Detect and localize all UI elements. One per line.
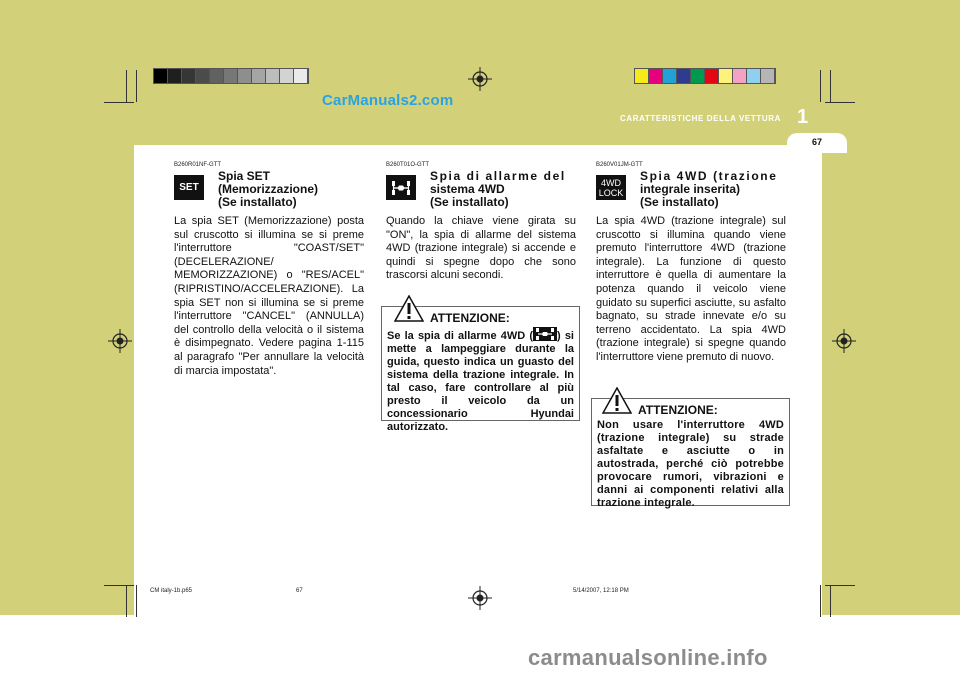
color-swatch <box>733 69 747 83</box>
registration-target-icon <box>468 67 492 91</box>
color-swatch <box>677 69 691 83</box>
gray-swatch <box>294 69 308 83</box>
color-swatch <box>663 69 677 83</box>
gray-swatch <box>168 69 182 83</box>
warning-triangle-icon <box>602 387 632 414</box>
warning-box-4wd-lock <box>591 398 790 509</box>
gray-swatch <box>280 69 294 83</box>
section-title: Spia di allarme del sistema 4WD (Se installato) <box>430 169 566 209</box>
set-indicator-icon: SET <box>174 175 204 200</box>
crop-mark <box>104 585 134 586</box>
section-title: Spia 4WD (trazione integrale inserita) (Se installato) <box>640 169 778 209</box>
warning-box-4wd-system <box>381 306 580 433</box>
page-bottom <box>0 615 960 678</box>
crop-mark <box>136 585 137 617</box>
chapter-number: 1 <box>797 106 809 128</box>
gray-swatch <box>238 69 252 83</box>
section-body: Quando la chiave viene girata su "ON", la spia di allarme del sistema 4WD (trazione integrale) si accende e quindi si spegne dopo che sono trascorsi alcuni secondi. <box>386 215 576 282</box>
section-set-indicator <box>174 162 364 378</box>
crop-mark <box>825 585 855 586</box>
warning-title: ATTENZIONE: <box>638 403 718 417</box>
crop-mark <box>126 585 127 617</box>
color-swatch <box>761 69 775 83</box>
section-title: Spia SET (Memorizzazione) (Se installato) <box>218 169 319 209</box>
registration-target-icon <box>108 329 132 353</box>
crop-mark <box>820 70 821 102</box>
footer-file-name: CM italy-1b.p65 <box>150 588 193 594</box>
gray-swatch <box>266 69 280 83</box>
gray-swatch <box>196 69 210 83</box>
color-swatch <box>705 69 719 83</box>
section-code: B260T01O-GTT <box>386 162 430 168</box>
color-calibration-strip <box>634 68 776 84</box>
color-swatch <box>635 69 649 83</box>
color-swatch <box>649 69 663 83</box>
registration-target-icon <box>468 586 492 610</box>
4wd-lock-icon: 4WD LOCK <box>596 175 626 200</box>
chapter-title: CARATTERISTICHE DELLA VETTURA <box>620 114 781 123</box>
color-swatch <box>691 69 705 83</box>
crop-mark <box>830 70 831 102</box>
gray-swatch <box>224 69 238 83</box>
watermark-top[interactable]: CarManuals2.com <box>322 92 454 109</box>
footer-page: 67 <box>296 588 303 594</box>
section-code: B260V01JM-GTT <box>596 162 643 168</box>
warning-text: Se la spia di allarme 4WD ( ) si mette a lampeggiare durante la guida, questo indica un guasto del sistema della trazione integrale. In tal caso, fare controllare al più presto il veicolo da un concessionario Hyundai autorizzato. <box>387 327 574 434</box>
gray-swatch <box>154 69 168 83</box>
warning-triangle-icon <box>394 295 424 322</box>
crop-mark <box>136 70 137 102</box>
gray-swatch <box>182 69 196 83</box>
watermark-bottom[interactable]: carmanualsonline.info <box>528 645 768 670</box>
gray-swatch <box>210 69 224 83</box>
crop-mark <box>830 585 831 617</box>
warning-text: Non usare l'interruttore 4WD (trazione integrale) su strade asfaltate e asciutte o in autostrada, perché ciò potrebbe provocare rumori, vibrazioni e danni ai componenti relativi alla trazione integrale. <box>597 419 784 509</box>
color-swatch <box>719 69 733 83</box>
page-number-tab: 67 <box>787 133 847 153</box>
section-4wd-lock <box>596 162 786 365</box>
crop-mark <box>104 102 134 103</box>
gray-swatch <box>252 69 266 83</box>
footer-timestamp: 5/14/2007, 12:18 PM <box>573 588 629 594</box>
color-swatch <box>747 69 761 83</box>
4wd-system-icon <box>386 175 416 200</box>
warning-title: ATTENZIONE: <box>430 311 510 325</box>
4wd-warning-inline-icon <box>533 327 557 341</box>
grayscale-calibration-strip <box>153 68 309 84</box>
section-code: B260R01NF-GTT <box>174 162 222 168</box>
section-4wd-warning <box>386 162 576 283</box>
section-body: La spia 4WD (trazione integrale) sul cruscotto si illumina quando viene premuto l'interruttore 4WD (trazione integrale). La funzione di questo interruttore è quella di aumentare la potenza quando il veicolo viene guidato su superfici asciutte, su asfalto bagnato, su strade innevate e/o su terreno accidentato. La spia 4WD (trazione integrale) si spegne quando l'interruttore viene premuto di nuovo. <box>596 215 786 363</box>
section-body: La spia SET (Memorizzazione) posta sul cruscotto si illumina se si preme l'interruttore "COAST/SET" (DECELERAZIONE/ MEMORIZZAZIONE) o "RES/ACEL" (RIPRISTINO/ACCELERAZIONE). La spia SET non si illumina se si preme l'interruttore "CANCEL" (ANNULLA) del controllo della velocità o il sistema è disimpegnato. Vedere pagina 1-115 al paragrafo "Per annullare la velocità di marcia impostata". <box>174 215 364 377</box>
registration-target-icon <box>832 329 856 353</box>
crop-mark <box>825 102 855 103</box>
crop-mark <box>820 585 821 617</box>
crop-mark <box>126 70 127 102</box>
